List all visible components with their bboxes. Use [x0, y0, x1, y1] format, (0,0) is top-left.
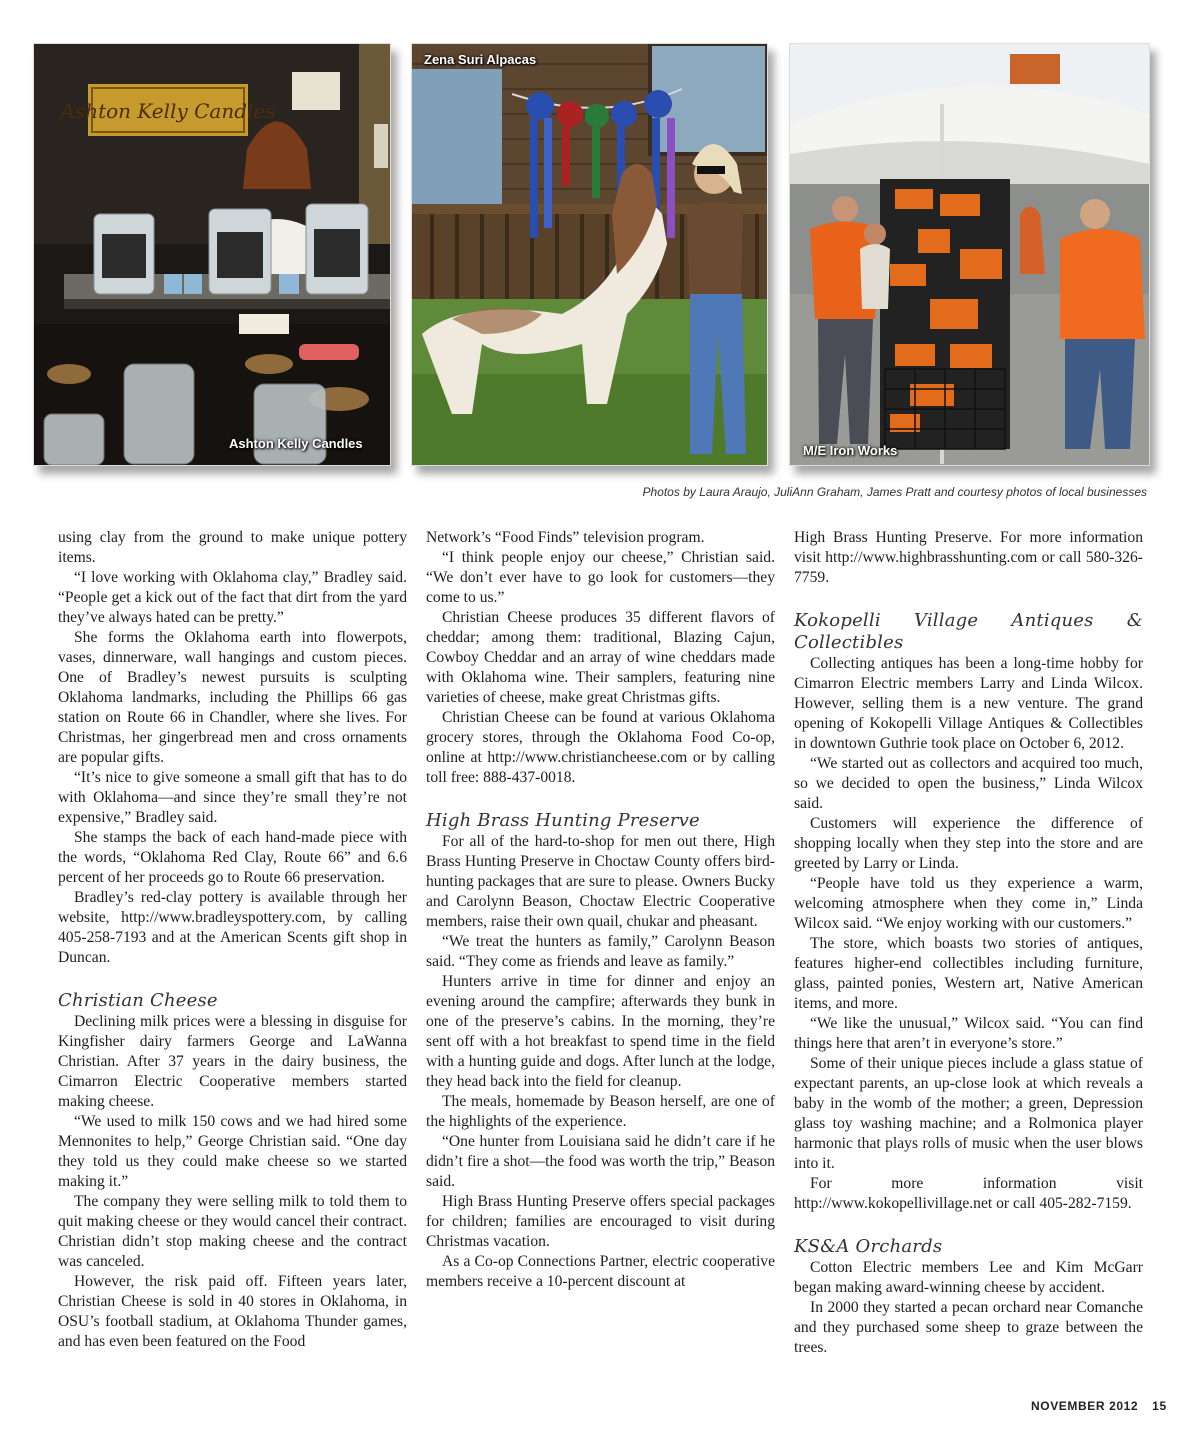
paragraph: Christian Cheese can be found at various Oklahoma grocery stores, through the Oklahoma Food Co-op, online at http://www.christiancheese.com or by calling toll free: 888-437-0018.	[426, 709, 775, 786]
section-heading-high-brass: High Brass Hunting Preserve	[426, 810, 700, 831]
paragraph: using clay from the ground to make unique pottery items.	[58, 529, 407, 566]
paragraph: “We treat the hunters as family,” Carolynn Beason said. “They come as friends and leave as family.”	[426, 933, 775, 970]
paragraph: “One hunter from Louisiana said he didn’t care if he didn’t fire a shot—the food was worth the trip,” Beason said.	[426, 1133, 775, 1190]
paragraph: “I love working with Oklahoma clay,” Bradley said. “People get a kick out of the fact that dirt from the yard they’ve always hated can be pretty.”	[58, 569, 407, 626]
candles-photo-image	[34, 44, 390, 465]
paragraph: “We used to milk 150 cows and we had hired some Mennonites to help,” George Christian said. “One day they told us they could make cheese so we started making it.”	[58, 1113, 407, 1190]
paragraph: She stamps the back of each hand-made piece with the words, “Oklahoma Red Clay, Route 66” and 6.6 percent of her proceeds go to Route 66 preservation.	[58, 829, 407, 886]
article-column-1	[58, 528, 407, 1352]
paragraph: “People have told us they experience a warm, welcoming atmosphere when they come in,” Linda Wilcox said. “We enjoy working with our customers.”	[794, 875, 1143, 932]
paragraph: Bradley’s red-clay pottery is available through her website, http://www.bradleyspottery.com, by calling 405-258-7193 and at the American Scents gift shop in Duncan.	[58, 889, 407, 966]
paragraph: “We like the unusual,” Wilcox said. “You can find things here that aren’t in everyone’s store.”	[794, 1015, 1143, 1052]
paragraph: She forms the Oklahoma earth into flowerpots, vases, dinnerware, wall hangings and custom pieces. One of Bradley’s newest pursuits is sculpting Oklahoma landmarks, including the Phillips 66 gas station on Route 66 in Chandler, where she lives. For Christmas, her gingerbread men and cross ornaments are popular gifts.	[58, 629, 407, 766]
paragraph: High Brass Hunting Preserve. For more information visit http://www.highbrasshunting.com or call 580-326-7759.	[794, 529, 1143, 586]
photo-credit: Photos by Laura Araujo, JuliAnn Graham, James Pratt and courtesy photos of local businesses	[642, 485, 1147, 499]
photo-caption-alpacas: Zena Suri Alpacas	[424, 52, 537, 67]
article-column-2	[426, 528, 775, 1292]
paragraph: “It’s nice to give someone a small gift that has to do with Oklahoma—and since they’re small they’re not expensive,” Bradley said.	[58, 769, 407, 826]
paragraph: Collecting antiques has been a long-time hobby for Cimarron Electric members Larry and Linda Wilcox. However, selling them is a new venture. The grand opening of Kokopelli Village Antiques & Collectibles in downtown Guthrie took place on October 6, 2012.	[794, 655, 1143, 752]
paragraph: Some of their unique pieces include a glass statue of expectant parents, an up-close look at which reveals a baby in the womb of the mother; a green, Depression glass toy washing machine; and a Rolmonica player harmonic that plays rolls of music when the user blows into it.	[794, 1055, 1143, 1172]
paragraph: The company they were selling milk to told them to quit making cheese or they would cancel their contract. Christian didn’t stop making cheese and the contract was canceled.	[58, 1193, 407, 1270]
paragraph: Cotton Electric members Lee and Kim McGarr began making award-winning cheese by accident.	[794, 1259, 1143, 1296]
section-heading-christian-cheese: Christian Cheese	[58, 990, 218, 1011]
section-heading-kokopelli: Kokopelli Village Antiques & Collectibles	[794, 610, 1143, 653]
paragraph: “I think people enjoy our cheese,” Christian said. “We don’t ever have to go look for customers—they come to us.”	[426, 549, 775, 606]
paragraph: High Brass Hunting Preserve offers special packages for children; families are encouraged to visit during Christmas vacation.	[426, 1193, 775, 1250]
paragraph: Network’s “Food Finds” television program.	[426, 529, 705, 546]
photo-ashton-kelly-candles	[33, 43, 391, 466]
photo-caption-ironworks: M/E Iron Works	[803, 443, 898, 458]
paragraph: In 2000 they started a pecan orchard near Comanche and they purchased some sheep to graze between the trees.	[794, 1299, 1143, 1356]
photo-me-iron-works	[789, 43, 1150, 466]
alpaca-photo-image	[412, 44, 767, 465]
photo-caption-candles: Ashton Kelly Candles	[229, 436, 363, 451]
paragraph: However, the risk paid off. Fifteen years later, Christian Cheese is sold in 40 stores in Oklahoma, in OSU’s football stadium, at Oklahoma Thunder games, and has even been featured on the Food	[58, 1273, 407, 1350]
paragraph: Christian Cheese produces 35 different flavors of cheddar; among them: traditional, Blazing Cajun, Cowboy Cheddar and an array of wine cheddars made with Oklahoma wine. Their samplers, featuring nine varieties of cheese, make great Christmas gifts.	[426, 609, 775, 706]
page-footer	[1031, 1399, 1167, 1413]
candles-sign-text: Ashton Kelly Candles	[60, 99, 276, 123]
paragraph: For all of the hard-to-shop for men out there, High Brass Hunting Preserve in Choctaw County offers bird-hunting packages that are sure to please. Owners Bucky and Carolynn Beason, Choctaw Electric Cooperative members, raise their own quail, chukar and pheasant.	[426, 833, 775, 930]
paragraph: Customers will experience the difference of shopping locally when they step into the store and are greeted by Larry or Linda.	[794, 815, 1143, 872]
photo-zena-suri-alpacas	[411, 43, 768, 466]
paragraph: “We started out as collectors and acquired too much, so we decided to open the business,” Linda Wilcox said.	[794, 755, 1143, 812]
issue-date: NOVEMBER 2012	[1031, 1399, 1139, 1413]
paragraph: The store, which boasts two stories of antiques, features higher-end collectibles including furniture, glass, painted ponies, Western art, Native American items, and more.	[794, 935, 1143, 1012]
paragraph: The meals, homemade by Beason herself, are one of the highlights of the experience.	[426, 1093, 775, 1130]
article-column-3	[794, 528, 1143, 1358]
page-number: 15	[1152, 1399, 1167, 1413]
paragraph: Hunters arrive in time for dinner and enjoy an evening around the campfire; afterwards they bunk in one of the preserve’s cabins. In the morning, they’re sent off with a hot breakfast to spend time in the field with a hunting guide and dogs. After lunch at the lodge, they head back into the field for cleanup.	[426, 973, 775, 1090]
paragraph: As a Co-op Connections Partner, electric cooperative members receive a 10-percent discount at	[426, 1253, 775, 1290]
paragraph: For more information visit http://www.kokopellivillage.net or call 405-282-7159.	[794, 1175, 1143, 1212]
section-heading-ksa-orchards: KS&A Orchards	[794, 1236, 943, 1257]
paragraph: Declining milk prices were a blessing in disguise for Kingfisher dairy farmers George and LaWanna Christian. After 37 years in the dairy business, the Cimarron Electric Cooperative members started making cheese.	[58, 1013, 407, 1110]
ironworks-photo-image	[790, 44, 1149, 465]
